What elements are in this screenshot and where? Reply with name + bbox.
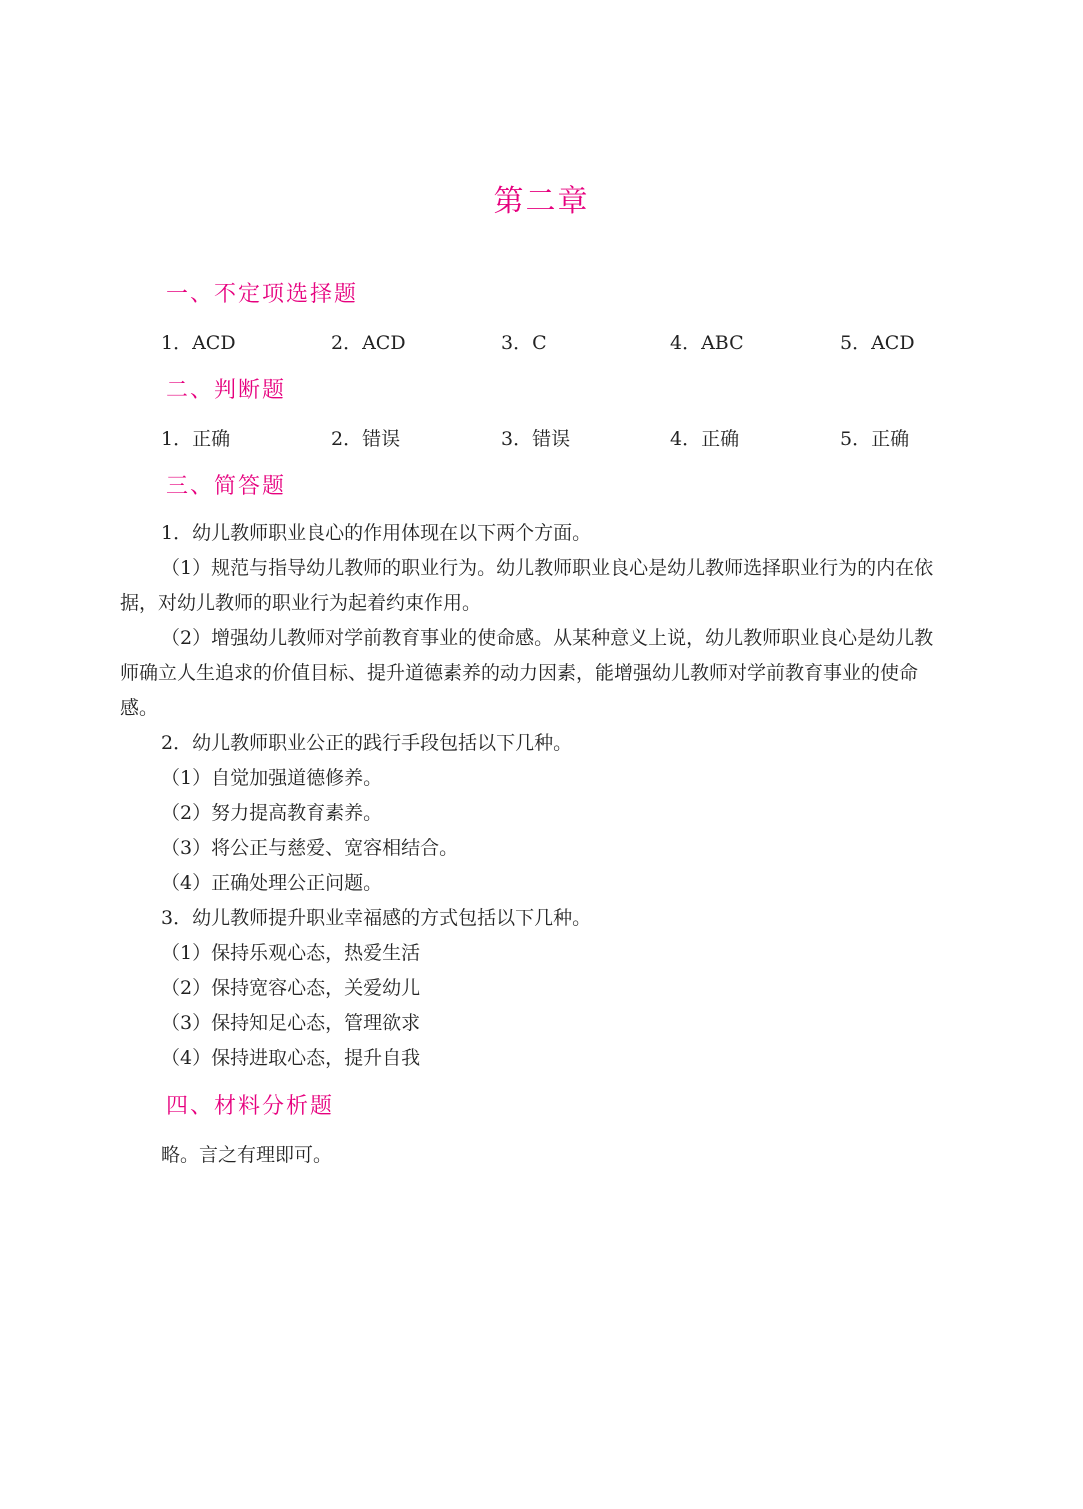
choice-answers [161,328,941,358]
short-answer-paragraph: 3．幼儿教师提升职业幸福感的方式包括以下几种。 [161,907,592,929]
chapter-title: 第二章 [493,184,590,219]
short-answer-paragraph: （2）保持宽容心态，关爱幼儿 [161,977,421,999]
judge-answer-4: 4．正确 [670,428,740,450]
choice-answer-2: 2．ACD [331,332,406,354]
short-answer-paragraph: （4）正确处理公正问题。 [161,872,383,894]
section-heading-short: 三、简答题 [166,474,287,499]
choice-answer-4: 4．ABC [670,332,744,354]
short-answer-paragraph: （2）努力提高教育素养。 [161,802,383,824]
judge-answer-3: 3．错误 [501,428,571,450]
choice-answer-1: 1．ACD [161,332,236,354]
judge-answers [161,424,941,454]
choice-answer-3: 3．C [501,332,547,354]
short-answer-paragraph: （3）保持知足心态，管理欲求 [161,1012,421,1034]
section-heading-choice: 一、不定项选择题 [166,282,359,307]
section-heading-judge: 二、判断题 [166,378,287,403]
short-answer-paragraph: （1）保持乐观心态，热爱生活 [161,942,421,964]
short-answer-paragraph: （3）将公正与慈爱、宽容相结合。 [161,837,459,859]
judge-answer-5: 5．正确 [840,428,910,450]
short-answer-paragraph: （2）增强幼儿教师对学前教育事业的使命感。从某种意义上说，幼儿教师职业良心是幼儿教师确立人生追求的价值目标、提升道德素养的动力因素，能增强幼儿教师对学前教育事业的使命感。 [120,627,934,719]
section-heading-material: 四、材料分析题 [166,1094,335,1119]
short-answer-body [120,516,940,1076]
short-answer-paragraph: （4）保持进取心态，提升自我 [161,1047,421,1069]
judge-answer-2: 2．错误 [331,428,401,450]
short-answer-paragraph: 1．幼儿教师职业良心的作用体现在以下两个方面。 [161,522,592,544]
judge-answer-1: 1．正确 [161,428,231,450]
short-answer-paragraph: （1）规范与指导幼儿教师的职业行为。幼儿教师职业良心是幼儿教师选择职业行为的内在依据，对幼儿教师的职业行为起着约束作用。 [120,557,934,614]
material-answer: 略。言之有理即可。 [161,1144,333,1166]
choice-answer-5: 5．ACD [840,332,915,354]
short-answer-paragraph: 2．幼儿教师职业公正的践行手段包括以下几种。 [161,732,573,754]
short-answer-paragraph: （1）自觉加强道德修养。 [161,767,383,789]
